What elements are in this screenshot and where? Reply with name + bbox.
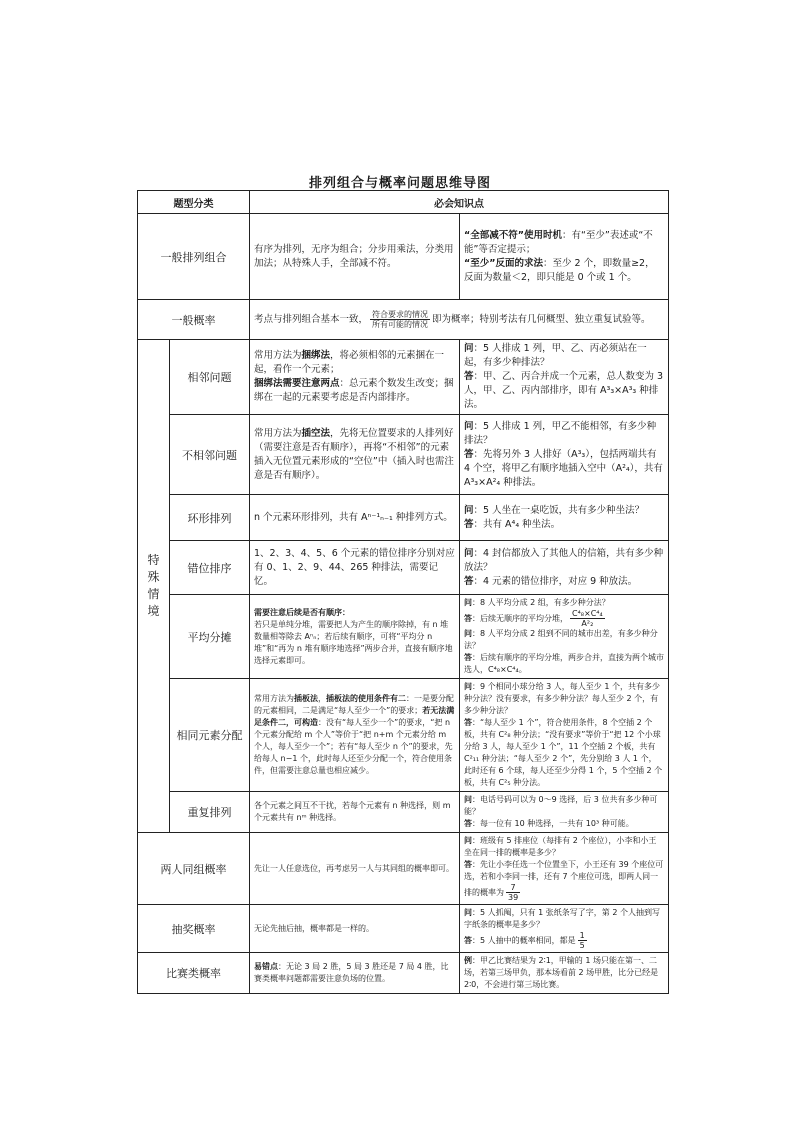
question-tag: 问 [464, 629, 472, 638]
adjacent-tag2: 捆绑法需要注意两点 [254, 378, 340, 389]
match-example [460, 953, 669, 994]
adjacent-post2: ：总元素个数发生改变；捆绑在一起的元素要考虑是否内部排序。 [254, 378, 454, 403]
category-general-perm: 一般排列组合 [138, 214, 250, 300]
general-perm-right [460, 214, 669, 300]
answer-text: ：先让小李任选一个位置坐下，小王还有 39 个座位可选，若和小李同一排，还有 7 个座位可选，即两人同一排的概率为 [464, 860, 664, 897]
row-lottery [138, 905, 669, 953]
adjacent-tag: 捆绑法 [301, 350, 331, 361]
question-text: ：4 封信都放入了其他人的信箱，共有多少种放法？ [464, 547, 664, 573]
sub-identical-dist: 相同元素分配 [170, 679, 250, 792]
identical-post: ：没有“每人至少一个”的要求，“把 n 个元素分配给 m 个人”等价于“把 n+m 个元素分给 m 个人，每人至少一个”；若有“每人至少 n 个”的要求，先给每人 n−1 个，此时每人还至少分配一个，符合使用条件，但需要注意总量也相应减少。 [254, 718, 453, 775]
category-special: 特 殊 情 境 [138, 340, 170, 833]
identical-mid2: ：一是要分配的元素相同，二是满足“每人至少一个”的要求； [254, 694, 454, 715]
identical-pre: 常用方法为 [254, 694, 294, 703]
sub-non-adjacent: 不相邻问题 [170, 415, 250, 495]
pair-prob-fraction [506, 883, 520, 902]
answer-text: ：后续有顺序的平均分堆，两步合并，直接为两个城市选人，C⁴₈×C⁴₄。 [464, 653, 664, 674]
question-tag: 问 [464, 504, 474, 516]
header-category: 题型分类 [138, 191, 250, 214]
row-repeat [138, 792, 669, 833]
answer-text: ：每一位有 10 种选择，一共有 10³ 种可能。 [472, 819, 634, 828]
pair-prob-method: 先让一人任意选位，再考虑另一人与其同组的概率即可。 [250, 833, 460, 905]
question-tag: 问 [464, 420, 474, 432]
row-identical-dist [138, 679, 669, 792]
question-text: ：电话号码可以为 0～9 选择，后 3 位共有多少种可能？ [464, 795, 658, 816]
identical-tag3: 若无法满足条件二，可构造 [254, 706, 455, 727]
lottery-example [460, 905, 669, 953]
general-prob-before: 考点与排列组合基本一致， [254, 314, 369, 325]
answer-text: ：5 人抽中的概率相同，都是 [472, 936, 576, 945]
match-tag: 易错点 [254, 962, 278, 971]
non-adjacent-method [250, 415, 460, 495]
repeat-method: 各个元素之间互不干扰，若每个元素有 n 种选择，则 m 个元素共有 nᵐ 种选择。 [250, 792, 460, 833]
answer-tag: 答 [464, 653, 472, 662]
identical-dist-example [460, 679, 669, 792]
question-tag: 问 [464, 908, 472, 917]
answer-text: ：甲、乙、丙合并成一个元素，总人数变为 3 人，甲、乙、丙内部排序，即有 A³₃×A³₃ 种排法。 [464, 371, 664, 410]
fraction-denominator: 39 [508, 893, 519, 902]
adjacent-method [250, 340, 460, 415]
fraction-denominator: A²₂ [581, 619, 594, 628]
answer-text: ：“每人至少 1 个”，符合使用条件，8 个空插 2 个板，共有 C²₈ 种分法；“没有要求”等价于“把 12 个小球分给 3 人，每人至少 1 个”，11 个空插 2 个板，共有 C²₁₁ 种分法；“每人至少 2 个”，先分别给 3 人 1 个，此时还有 6 个球，每人还至少分得 1 个，5 个空插 2 个板，共有 C²₅ 种分法。 [464, 718, 663, 787]
question-tag: 问 [464, 836, 472, 845]
question-text: ：5 人坐在一桌吃饭，共有多少种坐法？ [473, 504, 645, 516]
answer-tag: 答 [464, 819, 472, 828]
category-match: 比赛类概率 [138, 953, 250, 994]
category-general-prob: 一般概率 [138, 300, 250, 340]
full-minus-text: ：有“至少”表述或“不能”等否定提示； [464, 229, 653, 255]
at-least-text: ：至少 2 个，即数量≥2，反面为数量＜2，即只能是 0 个或 1 个。 [464, 257, 655, 283]
even-split-method [250, 595, 460, 679]
answer-text: ：后续无顺序的平均分堆， [472, 614, 568, 623]
page-title: 排列组合与概率问题思维导图 [308, 176, 491, 191]
match-text: ：无论 3 局 2 胜，5 局 3 胜还是 7 局 4 胜，比赛类概率问题都需要注意负场的位置。 [254, 962, 449, 983]
adjacent-post: ，将必须相邻的元素捆在一起，看作一个元素； [254, 350, 445, 375]
sub-derangement: 错位排序 [170, 541, 250, 595]
header-knowledge: 必会知识点 [250, 191, 669, 214]
category-lottery: 抽奖概率 [138, 905, 250, 953]
row-general-perm [138, 214, 669, 300]
question-tag: 问 [464, 682, 472, 691]
general-prob-text [250, 300, 669, 340]
answer-tag: 答 [464, 518, 474, 530]
category-pair-prob: 两人同组概率 [138, 833, 250, 905]
question-text: ：8 人平均分成 2 组到不同的城市出差，有多少种分法？ [464, 629, 658, 650]
fraction-numerator: 7 [506, 883, 520, 893]
row-adjacent [138, 340, 669, 415]
non-adjacent-pre: 常用方法为 [254, 427, 302, 439]
row-pair-prob [138, 833, 669, 905]
even-split-fraction [570, 609, 605, 628]
fraction-numerator: 1 [579, 931, 585, 940]
header-row [138, 191, 669, 214]
question-text: ：5 人排成 1 列，甲、乙、丙必须站在一起，有多少种排法？ [464, 343, 647, 368]
answer-tag: 答 [464, 448, 474, 460]
question-tag: 问 [464, 547, 474, 559]
answer-text: ：先将另外 3 人排好（A³₃），包括两端共有 4 个空，将甲乙有顺序地插入空中（A²₄），共有 A³₃×A²₄ 种排法。 [464, 448, 663, 488]
row-non-adjacent [138, 415, 669, 495]
question-text: ：5 人抓阄，只有 1 张纸条写了字，第 2 个人抽到写字纸条的概率是多少？ [464, 908, 660, 929]
answer-text: ：4 元素的错位排序，对应 9 种放法。 [473, 575, 638, 587]
sub-adjacent: 相邻问题 [170, 340, 250, 415]
even-split-text: 若只是单纯分堆，需要把人为产生的顺序除掉，有 n 堆数量相等除去 Aⁿₙ；若后续有顺序，可将“平均分 n 堆”和“再为 n 堆有顺序地选择”两步合并，直接有顺序地选择元素即可。 [254, 619, 453, 665]
non-adjacent-tag: 插空法 [301, 427, 331, 439]
adjacent-pre: 常用方法为 [254, 350, 302, 361]
example-text: ：甲乙比赛结果为 2∶1，甲输的 1 场只能在第一、二场，若第三场甲负，那本场看前 2 场甲胜，比分已经是 2∶0，不会进行第三场比赛。 [464, 956, 659, 989]
question-tag: 问 [464, 598, 472, 607]
question-tag: 问 [464, 343, 474, 354]
row-general-prob [138, 300, 669, 340]
question-text: ：班级有 5 排座位（每排有 2 个座位），小李和小王坐在同一排的概率是多少？ [464, 836, 657, 857]
answer-tag: 答 [464, 575, 474, 587]
at-least-tag: “至少”反面的求法 [464, 257, 543, 269]
general-prob-after: 即为概率；特别考法有几何概型、独立重复试验等。 [432, 314, 651, 325]
example-tag: 例 [464, 956, 472, 965]
row-circular [138, 495, 669, 541]
identical-tag: 插板法 [294, 694, 318, 703]
full-minus-tag: “全部减不符”使用时机 [464, 229, 562, 241]
derangement-example [460, 541, 669, 595]
non-adjacent-post: ，先将无位置要求的人排列好（需要注意是否有顺序），再将“不相邻”的元素插入无位置元素形成的“空位”中（插入时也需注意是否有顺序）。 [254, 427, 454, 481]
fraction-numerator: 符合要求的情况 [372, 310, 429, 319]
fraction-denominator: 所有可能的情况 [372, 320, 429, 329]
answer-tag: 答 [464, 718, 472, 727]
sub-even-split: 平均分摊 [170, 595, 250, 679]
match-method [250, 953, 460, 994]
fraction-denominator: 5 [579, 941, 585, 950]
answer-tag: 答 [464, 614, 472, 623]
sub-repeat: 重复排列 [170, 792, 250, 833]
non-adjacent-example [460, 415, 669, 495]
fraction-numerator: C⁴₈×C⁴₄ [572, 609, 603, 618]
question-text: ：8 人平均分成 2 组，有多少种分法？ [472, 598, 610, 607]
row-match [138, 953, 669, 994]
question-text: ：5 人排成 1 列，甲乙不能相邻，有多少种排法？ [464, 420, 657, 446]
identical-mid: ， [318, 694, 326, 703]
repeat-example [460, 792, 669, 833]
row-even-split [138, 595, 669, 679]
probability-fraction [370, 310, 430, 329]
even-split-tag: 需要注意后续是否有顺序： [254, 607, 350, 617]
identical-dist-method [250, 679, 460, 792]
question-tag: 问 [464, 795, 472, 804]
answer-tag: 答 [464, 371, 474, 382]
general-perm-left: 有序为排列，无序为组合；分步用乘法，分类用加法；从特殊人手，全部减不符。 [250, 214, 460, 300]
identical-tag2: 插板法的使用条件有二 [326, 694, 406, 703]
derangement-method: 1、2、3、4、5、6 个元素的错位排序分别对应有 0、1、2、9、44、265 种排法，需要记忆。 [250, 541, 460, 595]
answer-text: ：共有 A⁴₄ 种坐法。 [473, 518, 561, 530]
circular-method: n 个元素环形排列，共有 Aⁿ⁻¹ₙ₋₁ 种排列方式。 [250, 495, 460, 541]
question-text: ：9 个相同小球分给 3 人，每人至少 1 个，共有多少种分法？没有要求，有多少种分法？每人至少 2 个，有多少种分法？ [464, 682, 660, 715]
adjacent-example [460, 340, 669, 415]
answer-tag: 答 [464, 936, 472, 945]
knowledge-table [137, 190, 669, 994]
pair-prob-example [460, 833, 669, 905]
sub-circular: 环形排列 [170, 495, 250, 541]
lottery-fraction [578, 931, 587, 950]
lottery-method: 无论先抽后抽，概率都是一样的。 [250, 905, 460, 953]
answer-tag: 答 [464, 860, 472, 869]
circular-example [460, 495, 669, 541]
row-derangement [138, 541, 669, 595]
even-split-example [460, 595, 669, 679]
